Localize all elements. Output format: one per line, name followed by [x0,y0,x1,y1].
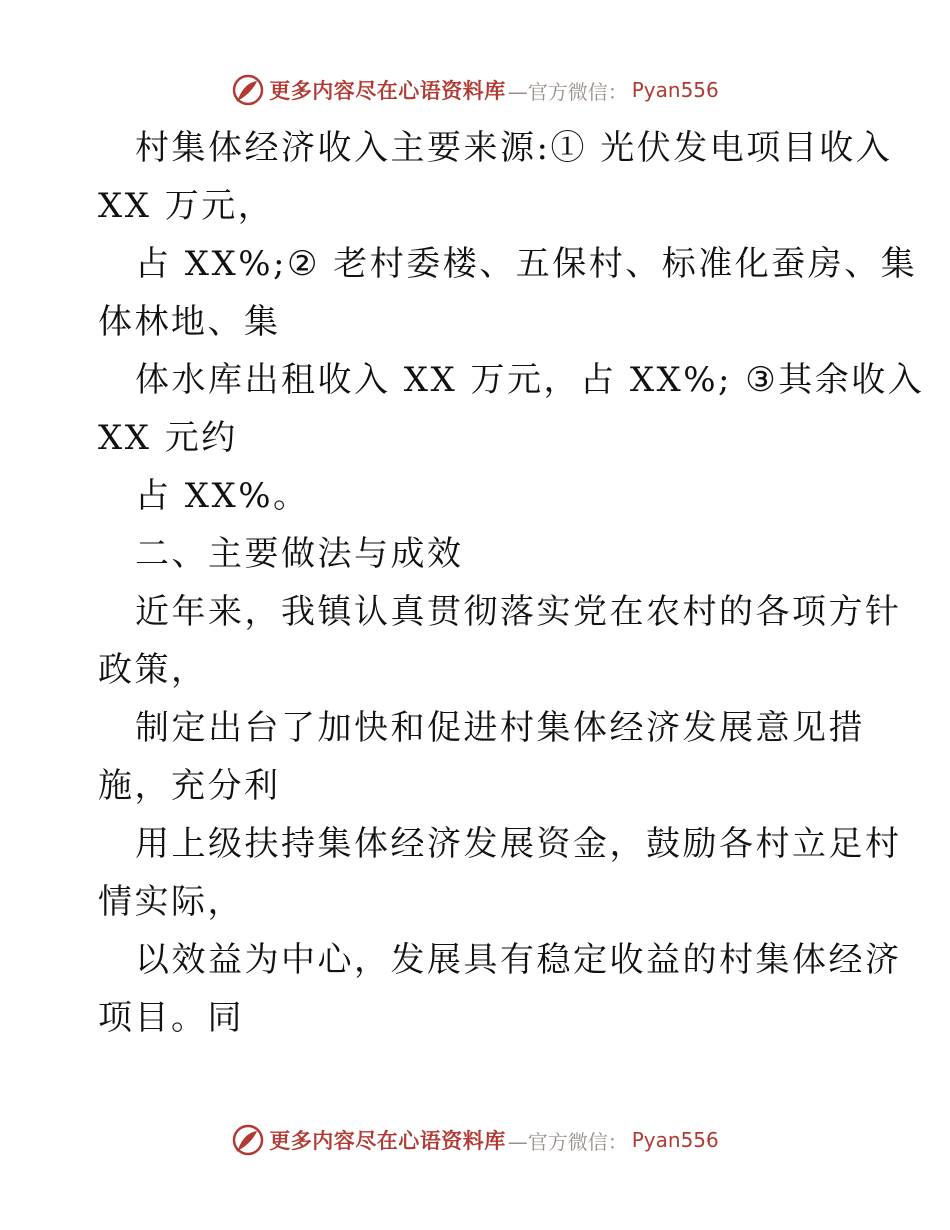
body-line: 项目。同 [98,998,244,1038]
header-banner [0,70,950,110]
body-line: 体林地、集 [98,302,281,342]
pen-nib-icon [231,73,265,107]
section-heading: 二、主要做法与成效 [135,534,464,574]
banner-main-text: 更多内容尽在心语资料库 [269,1129,506,1153]
body-line: XX 万元， [98,186,275,226]
body-line: 体水库出租收入 XX 万元，占 XX%; ③其余收入 [135,360,925,400]
body-line: 施，充分利 [98,766,281,806]
banner-brand-text: Pyan556 [631,78,719,102]
banner-brand-text: Pyan556 [631,1128,719,1152]
body-line: 制定出台了加快和促进村集体经济发展意见措 [135,708,865,748]
body-line: 以效益为中心，发展具有稳定收益的村集体经济 [135,940,902,980]
banner-main-text: 更多内容尽在心语资料库 [269,79,506,103]
body-line: 用上级扶持集体经济发展资金，鼓励各村立足村 [135,824,902,864]
banner-dash-text: —官方微信： [507,1129,628,1154]
body-line: 占 XX%。 [135,476,310,516]
body-line: 政策， [98,650,208,690]
body-line: 情实际， [98,882,244,922]
body-line: XX 元约 [98,418,238,458]
body-line: 村集体经济收入主要来源:① 光伏发电项目收入 [135,128,893,168]
pen-nib-icon [231,1123,265,1157]
banner-dash-text: —官方微信： [507,79,628,104]
body-line: 占 XX%;② 老村委楼、五保村、标准化蚕房、集 [135,244,918,284]
footer-banner [0,1120,950,1160]
body-line: 近年来，我镇认真贯彻落实党在农村的各项方针 [135,592,902,632]
